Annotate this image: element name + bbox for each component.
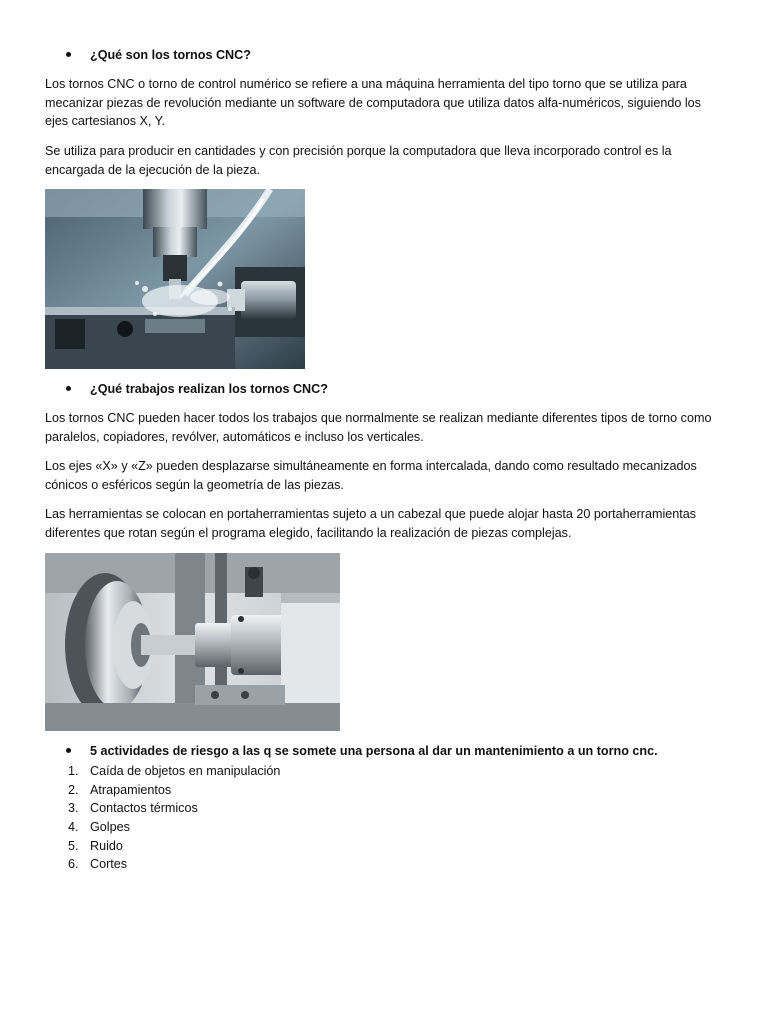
paragraph-line: Se utiliza para producir en cantidades y con precisión porque la computadora que lleva incorporado control es la [45, 144, 672, 158]
heading-text: ¿Qué son los tornos CNC? [90, 48, 251, 62]
list-item-label: Atrapamientos [90, 782, 172, 797]
paragraph-line: diferentes que rotan según el programa elegido, facilitando la realización de piezas complejas. [45, 525, 572, 540]
heading-text: 5 actividades de riesgo a las q se somete una persona al dar un mantenimiento a un torno cnc. [90, 744, 658, 758]
list-item-label: Caída de objetos en manipulación [90, 764, 281, 778]
list-item-number: 5. [68, 838, 79, 853]
paragraph-line: Las herramientas se colocan en portaherramientas sujeto a un cabezal que puede alojar hasta 20 portaherramientas [45, 507, 697, 521]
list-item-number: 4. [68, 820, 79, 835]
paragraph-line: cónicos o esféricos según la geometría de las piezas. [45, 477, 344, 492]
cnc-machining-photo [45, 189, 305, 369]
heading-text: ¿Qué trabajos realizan los tornos CNC? [90, 382, 328, 396]
list-item-number: 1. [68, 764, 79, 778]
list-item-label: Ruido [90, 838, 123, 853]
list-item-label: Contactos térmicos [90, 801, 198, 816]
list-item-number: 3. [68, 801, 79, 816]
paragraph-line: mecanizar piezas de revolución mediante un software de computadora que utiliza datos alfa-numéricos, siguiendo los [45, 95, 701, 110]
cnc-lathe-photo [45, 553, 340, 731]
list-item-number: 2. [68, 782, 79, 797]
paragraph-line: ejes cartesianos X, Y. [45, 114, 165, 128]
bullet-icon [66, 386, 71, 391]
paragraph-line: Los ejes «X» y «Z» pueden desplazarse simultáneamente en forma intercalada, dando como resultado mecanizados [45, 459, 697, 473]
bullet-icon [66, 52, 71, 57]
list-item-label: Golpes [90, 820, 130, 835]
paragraph-lathe-types [45, 409, 725, 446]
list-item-number: 6. [68, 857, 79, 872]
paragraph-definition [45, 75, 725, 131]
paragraph-line: encargada de la ejecución de la pieza. [45, 162, 260, 177]
paragraph-line: paralelos, copiadores, revólver, automáticos e incluso los verticales. [45, 429, 424, 444]
paragraph-axes [45, 457, 725, 494]
paragraph-line: Los tornos CNC o torno de control numérico se refiere a una máquina herramienta del tipo torno que se utiliza para [45, 77, 687, 91]
paragraph-line: Los tornos CNC pueden hacer todos los trabajos que normalmente se realizan mediante diferentes tipos de torno como [45, 411, 712, 425]
list-item-label: Cortes [90, 857, 128, 872]
bullet-icon [66, 748, 71, 753]
paragraph-usage [45, 142, 725, 179]
paragraph-tools [45, 505, 725, 542]
